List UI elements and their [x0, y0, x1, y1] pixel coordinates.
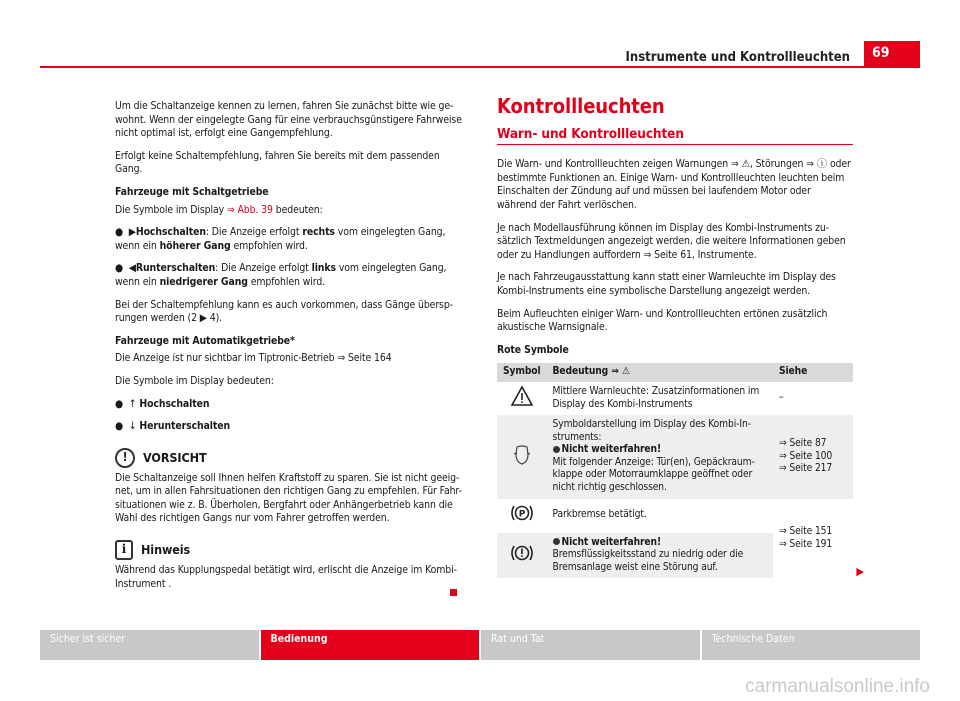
right-column — [497, 94, 853, 578]
col-meaning: Bedeutung ⇒ ⚠ — [547, 363, 773, 382]
footer-tab-technical[interactable]: Technische Daten — [702, 630, 921, 660]
bullet-downshift-auto: ● ↓ Herunterschalten — [115, 420, 231, 433]
table-row: Symboldarstellung im Display des Kombi-In-struments: Nicht weiterfahren! Mit folgender Anzeige: Tür(en), Gepäckraum-klappe oder Motorraumklappe geöffnet oder nicht richtig geschlossen. ⇒ Seite 87 ⇒ Seite 100 ⇒ Seite 217 — [497, 415, 853, 499]
red-symbols-heading: Rote Symbole — [497, 343, 569, 356]
symbols-paragraph: Die Symbole im Display ⇒ Abb. 39 bedeuten: — [115, 203, 323, 216]
page-number: 69 — [864, 41, 920, 68]
footer-nav — [40, 630, 920, 660]
parking-brake-icon — [497, 499, 547, 533]
caution-text: Die Schaltanzeige soll Ihnen helfen Kraftstoff zu sparen. Sie ist nicht geeig-net, um in allen Fahrsituationen den richtigen Gang zu empfehlen. Für Fahr-situationen wie z. B. Überholen, Bergfahrt oder Anhängerbetrieb kann die Wahl des richtigen Gangs nur vom Fahrer getroffen werden. — [115, 471, 462, 525]
caution-icon: ! — [115, 448, 135, 468]
footer-tab-operation[interactable]: Bedienung — [261, 630, 480, 660]
left-column — [115, 100, 465, 600]
figure-link[interactable]: ⇒ Abb. 39 — [226, 203, 273, 216]
page-link[interactable]: ⇒ Seite 151 — [779, 525, 833, 537]
table-row: P Parkbremse betätigt. ⇒ Seite 151 ⇒ Seite 191 — [497, 499, 853, 533]
auto-symbols-paragraph: Die Symbole im Display bedeuten: — [115, 374, 274, 387]
arrow-right-icon: ▶ — [128, 226, 136, 239]
auto-heading: Fahrzeuge mit Automatikgetriebe* — [115, 334, 295, 347]
footer-tab-tips[interactable]: Rat und Tat — [481, 630, 700, 660]
col-symbol: Symbol — [497, 363, 547, 382]
bullet-upshift: ● ▶Hochschalten: Die Anzeige erfolgt rechts vom eingelegten Gang, wenn ein höherer Gang empfohlen wird. — [115, 226, 446, 252]
footer-tab-safety[interactable]: Sicher ist sicher — [40, 630, 259, 660]
note-text: Während das Kupplungspedal betätigt wird, erlischt die Anzeige im Kombi-Instrument . — [115, 564, 457, 590]
table-row: Mittlere Warnleuchte: Zusatzinformationen im Display des Kombi-Instruments – — [497, 382, 853, 415]
header-rule — [40, 66, 920, 68]
intro-paragraph: Um die Schaltanzeige kennen zu lernen, fahren Sie zunächst bitte wie ge-wohnt. Wenn der eingelegte Gang für eine verbrauchsgünstigere Fahrweise nicht optimal ist, erfolgt eine Gangempfehlung. — [115, 100, 462, 140]
arrow-left-icon: ◀ — [128, 262, 136, 275]
skip-gears-paragraph: Bei der Schaltempfehlung kann es auch vorkommen, dass Gänge übersp-rungen werden (2 ▶ 4). — [115, 298, 453, 325]
bullet-downshift: ● ◀Runterschalten: Die Anzeige erfolgt links vom eingelegten Gang, wenn ein niedrigerer Gang empfohlen wird. — [115, 262, 447, 288]
page-link[interactable]: ⇒ Seite 100 — [779, 450, 833, 462]
symbolic-display-paragraph: Je nach Fahrzeugausstattung kann statt einer Warnleuchte im Display des Kombi-Instruments eine symbolische Darstellung angezeigt werden. — [497, 271, 836, 297]
section-subtitle: Warn- und Kontrollleuchten — [497, 128, 853, 146]
brake-warning-icon — [497, 533, 547, 579]
warning-triangle-icon — [497, 382, 547, 415]
page-link[interactable]: ⇒ Seite 191 — [779, 538, 833, 550]
manual-heading: Fahrzeuge mit Schaltgetriebe — [115, 185, 269, 198]
note-heading: i Hinweis — [115, 540, 465, 560]
page-link[interactable]: ⇒ Seite 217 — [779, 463, 833, 475]
watermark: carmanualsonline.info — [745, 676, 930, 697]
svg-text:P: P — [518, 509, 526, 520]
section-end-marker — [450, 589, 457, 596]
caution-heading: ! VORSICHT — [115, 448, 465, 468]
text-messages-paragraph: Je nach Modellausführung können im Display des Kombi-Instruments zu-sätzlich Textmeldungen angezeigt werden, die weitere Informationen geben oder zu Handlungen auffordern ⇒ Seite 61, Instrumente. — [497, 221, 846, 261]
door-open-icon — [497, 415, 547, 499]
no-recommendation-paragraph: Erfolgt keine Schaltempfehlung, fahren Sie bereits mit dem passenden Gang. — [115, 149, 440, 176]
tiptronic-paragraph: Die Anzeige ist nur sichtbar im Tiptronic-Betrieb ⇒ Seite 164 — [115, 352, 392, 365]
symbol-table — [497, 363, 853, 578]
acoustic-paragraph: Beim Aufleuchten einiger Warn- und Kontrollleuchten ertönen zusätzlich akustische Warnsignale. — [497, 307, 828, 334]
info-icon: i — [115, 540, 133, 560]
page-link[interactable]: ⇒ Seite 87 — [779, 437, 827, 449]
table-row: Nicht weiterfahren! Bremsflüssigkeitsstand zu niedrig oder die Bremsanlage weist eine Störung auf. — [497, 533, 853, 579]
stop-icon — [553, 538, 560, 545]
stop-icon — [553, 446, 560, 453]
continue-arrow-icon: ▶ — [856, 565, 864, 578]
arrow-up-icon: ↑ — [128, 397, 137, 410]
bullet-upshift-auto: ● ↑ Hochschalten — [115, 397, 210, 410]
header-title: Instrumente und Kontrollleuchten — [625, 50, 850, 65]
arrow-down-icon: ↓ — [128, 420, 137, 433]
section-title: Kontrollleuchten — [497, 94, 665, 118]
col-see: Siehe — [773, 363, 853, 382]
warning-intro-paragraph: Die Warn- und Kontrollleuchten zeigen Warnungen ⇒ ⚠, Störungen ⇒ ⓘ oder bestimmte Funktionen an. Einige Warn- und Kontrollleuchten leuchten beim Einschalten der Zündung auf und müssen bei laufendem Motor oder während der Fahrt verlöschen. — [497, 158, 851, 211]
